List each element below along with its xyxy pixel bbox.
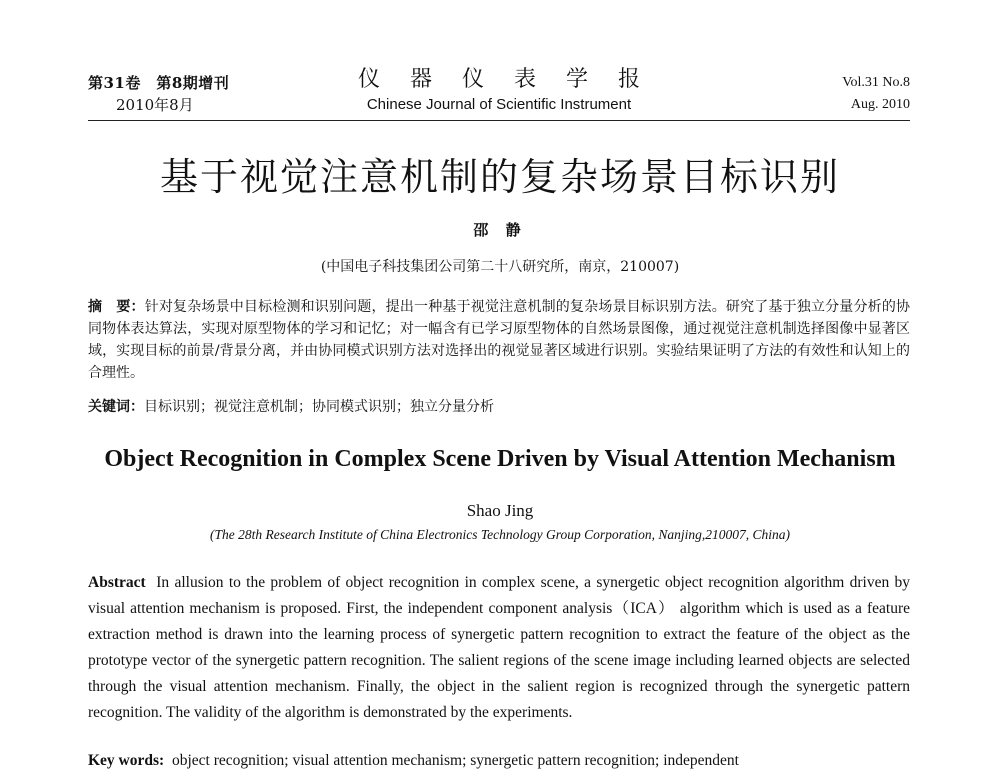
header-center xyxy=(88,66,910,116)
affiliation-cn: (中国电子科技集团公司第二十八研究所，南京，210007) xyxy=(320,259,680,275)
abstract-en-text: In allusion to the problem of object recognition in complex scene, a synergetic object recognition algorithm driven by visual attention mechanism is proposed. First, the independent component analysis（ICA） algorithm which is used as a feature extraction method is drawn into the learning process of synergetic pattern recognition to extract the feature of the object as the prototype vector of the synergetic pattern recognition. The salient regions of the scene image including learned objects are selected through the visual attention mechanism. Finally, the object in the salient region is recognized through the synergetic pattern recognition. The validity of the algorithm is demonstrated by the experiments. xyxy=(88,574,911,721)
abstract-cn-label: 摘 要： xyxy=(88,299,145,315)
keywords-en-label: Key words: xyxy=(88,752,165,769)
keywords-cn xyxy=(88,396,910,418)
affiliation-en: (The 28th Research Institute of China Electronics Technology Group Corporation, Nanjing,210007, China) xyxy=(210,527,790,542)
keywords-en-text: object recognition; visual attention mechanism; synergetic pattern recognition; independent xyxy=(171,752,739,769)
keywords-cn-label: 关键词： xyxy=(88,399,144,415)
abstract-en-label: Abstract xyxy=(88,574,146,591)
author-en: Shao Jing xyxy=(466,501,534,520)
date-cn: 2010年8月 xyxy=(116,96,194,114)
keywords-en xyxy=(88,748,910,774)
paper-title-en: Object Recognition in Complex Scene Driven by Visual Attention Mechanism xyxy=(104,446,896,472)
journal-header xyxy=(88,66,910,121)
volume-issue-en: Vol.31 No.8 xyxy=(842,75,910,90)
paper-title-cn: 基于视觉注意机制的复杂场景目标识别 xyxy=(159,155,840,199)
header-right xyxy=(842,72,910,116)
abstract-en xyxy=(88,570,910,726)
keywords-cn-text: 目标识别；视觉注意机制；协同模式识别；独立分量分析 xyxy=(144,399,494,415)
abstract-cn-text: 针对复杂场景中目标检测和识别问题，提出一种基于视觉注意机制的复杂场景目标识别方法。研究了基于独立分量分析的协同物体表达算法，实现对原型物体的学习和记忆；对一幅含有已学习原型物体的自然场景图像，通过视觉注意机制选择图像中显著区域，实现目标的前景/背景分离，并由协同模式识别方法对选择出的视觉显著区域进行识别。实验结果证明了方法的有效性和认知上的合理性。 xyxy=(88,299,910,381)
volume-issue-cn: 第31卷 第8期增刊 xyxy=(88,74,230,92)
journal-name-cn: 仪器仪表学报 xyxy=(357,67,670,92)
abstract-cn xyxy=(88,296,910,384)
author-cn: 邵 静 xyxy=(473,221,527,239)
date-en: Aug. 2010 xyxy=(850,97,910,112)
journal-name-en: Chinese Journal of Scientific Instrument xyxy=(366,96,632,113)
